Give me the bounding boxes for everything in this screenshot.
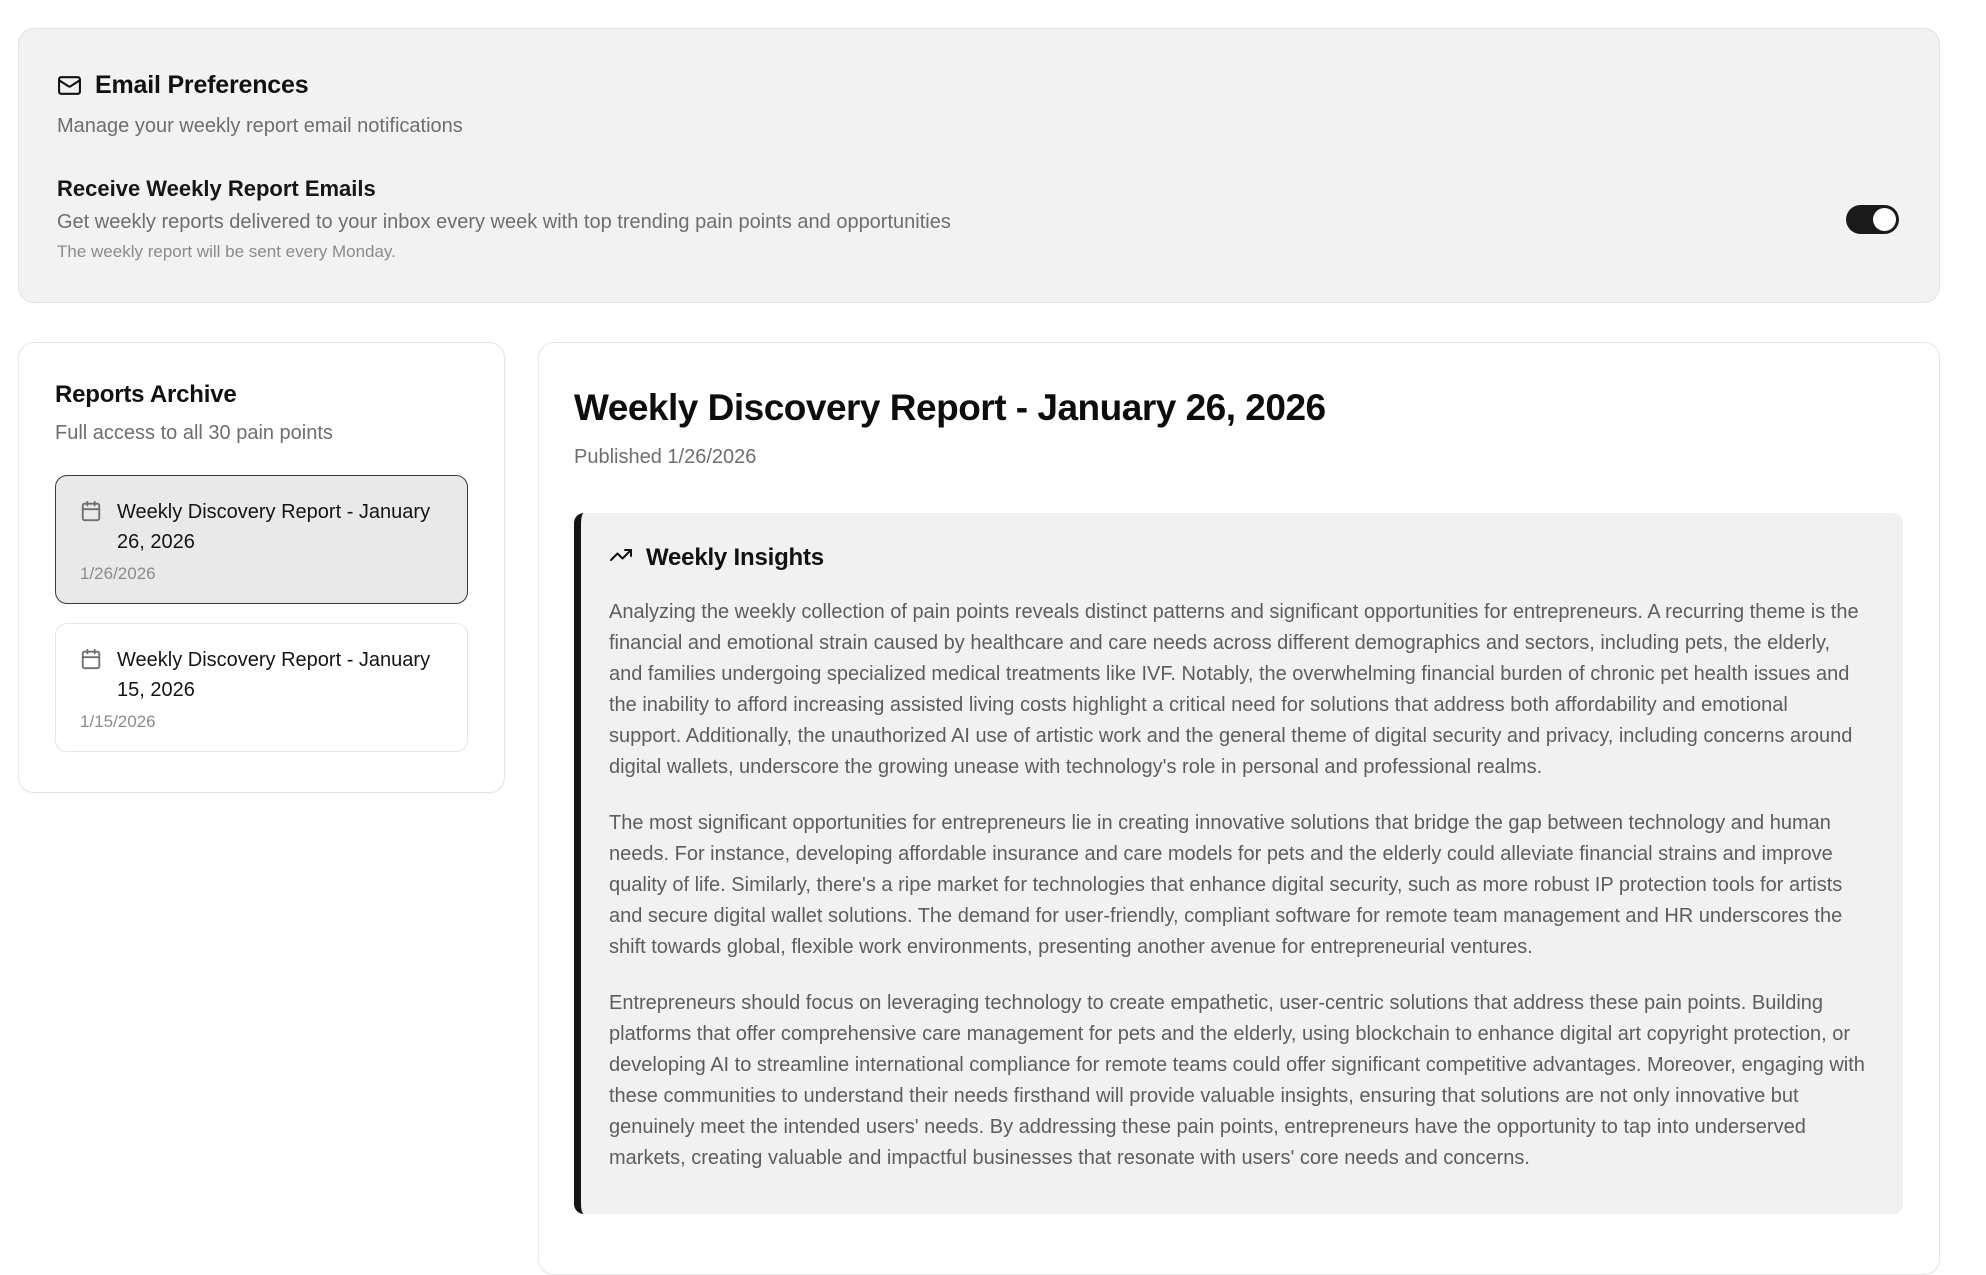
report-list [55, 475, 468, 752]
email-preferences-subtitle: Manage your weekly report email notifications [57, 115, 463, 137]
report-item-title: Weekly Discovery Report - January 15, 2026 [117, 649, 431, 701]
weekly-report-setting-title: Receive Weekly Report Emails [57, 176, 376, 201]
insights-paragraph-3: Entrepreneurs should focus on leveraging technology to create empathetic, user-centric solutions that address these pain points. Building platforms that offer comprehensive care management for pets and the elderly, using blockchain to enhance digital art copyright protection, or developing AI to streamline international compliance for remote teams could offer significant competitive advantages. Moreover, engaging with these communities to understand their needs firsthand will provide valuable insights, ensuring that solutions are not only innovative but genuinely meet the intended users' needs. By addressing these pain points, entrepreneurs have the opportunity to tap into underserved markets, creating valuable and impactful businesses that resonate with users' core needs and concerns. [609, 992, 1865, 1169]
weekly-insights-box [574, 513, 1903, 1214]
report-content-card [538, 342, 1940, 1275]
calendar-icon [80, 645, 102, 675]
weekly-report-setting-text [57, 176, 951, 262]
email-preferences-header [57, 71, 1899, 100]
report-published-date: Published 1/26/2026 [574, 446, 757, 468]
weekly-insights-title: Weekly Insights [646, 543, 824, 571]
insights-paragraph-2: The most significant opportunities for entrepreneurs lie in creating innovative solutions that bridge the gap between technology and human needs. For instance, developing affordable insurance and care models for pets and the elderly could alleviate financial strains and improve quality of life. Similarly, there's a ripe market for technologies that enhance digital security, such as more robust IP protection tools for artists and secure digital wallet solutions. The demand for user-friendly, compliant software for remote team management and HR underscores the shift towards global, flexible work environments, presenting another avenue for entrepreneurial ventures. [609, 812, 1843, 958]
report-item-row [80, 497, 443, 557]
reports-archive-title: Reports Archive [55, 381, 237, 408]
report-item-date: 1/26/2026 [80, 564, 156, 583]
mail-icon [57, 73, 82, 98]
report-title: Weekly Discovery Report - January 26, 2026 [574, 387, 1326, 428]
email-preferences-panel [18, 28, 1940, 303]
report-item-title: Weekly Discovery Report - January 26, 2026 [117, 501, 431, 553]
reports-archive-card [18, 342, 505, 793]
email-preferences-title: Email Preferences [95, 71, 309, 99]
insights-paragraph-1: Analyzing the weekly collection of pain points reveals distinct patterns and significant opportunities for entrepreneurs. A recurring theme is the financial and emotional strain caused by healthcare and care needs across different demographics and sectors, including pets, the elderly, and families undergoing specialized medical treatments like IVF. Notably, the overwhelming financial burden of chronic pet health issues and the inability to afford increasing assisted living costs highlight a critical need for solutions that address both affordability and emotional support. Additionally, the unauthorized AI use of artistic work and the general theme of digital security and privacy, including concerns around digital wallets, underscore the growing unease with technology's role in personal and professional realms. [609, 601, 1859, 778]
reports-archive-subtitle: Full access to all 30 pain points [55, 422, 333, 444]
report-list-item-jan-15[interactable] [55, 623, 468, 752]
weekly-report-setting-row [57, 176, 1899, 262]
weekly-insights-header [609, 543, 1865, 572]
report-item-row [80, 645, 443, 705]
weekly-report-setting-note: The weekly report will be sent every Monday. [57, 242, 396, 261]
toggle-knob [1873, 208, 1896, 231]
content-columns [18, 342, 1940, 1275]
report-item-date: 1/15/2026 [80, 712, 156, 731]
trending-up-icon [609, 543, 633, 572]
calendar-icon [80, 497, 102, 527]
weekly-report-email-toggle[interactable] [1846, 205, 1899, 234]
report-list-item-jan-26[interactable] [55, 475, 468, 604]
weekly-report-setting-description: Get weekly reports delivered to your inbox every week with top trending pain points and opportunities [57, 211, 951, 233]
